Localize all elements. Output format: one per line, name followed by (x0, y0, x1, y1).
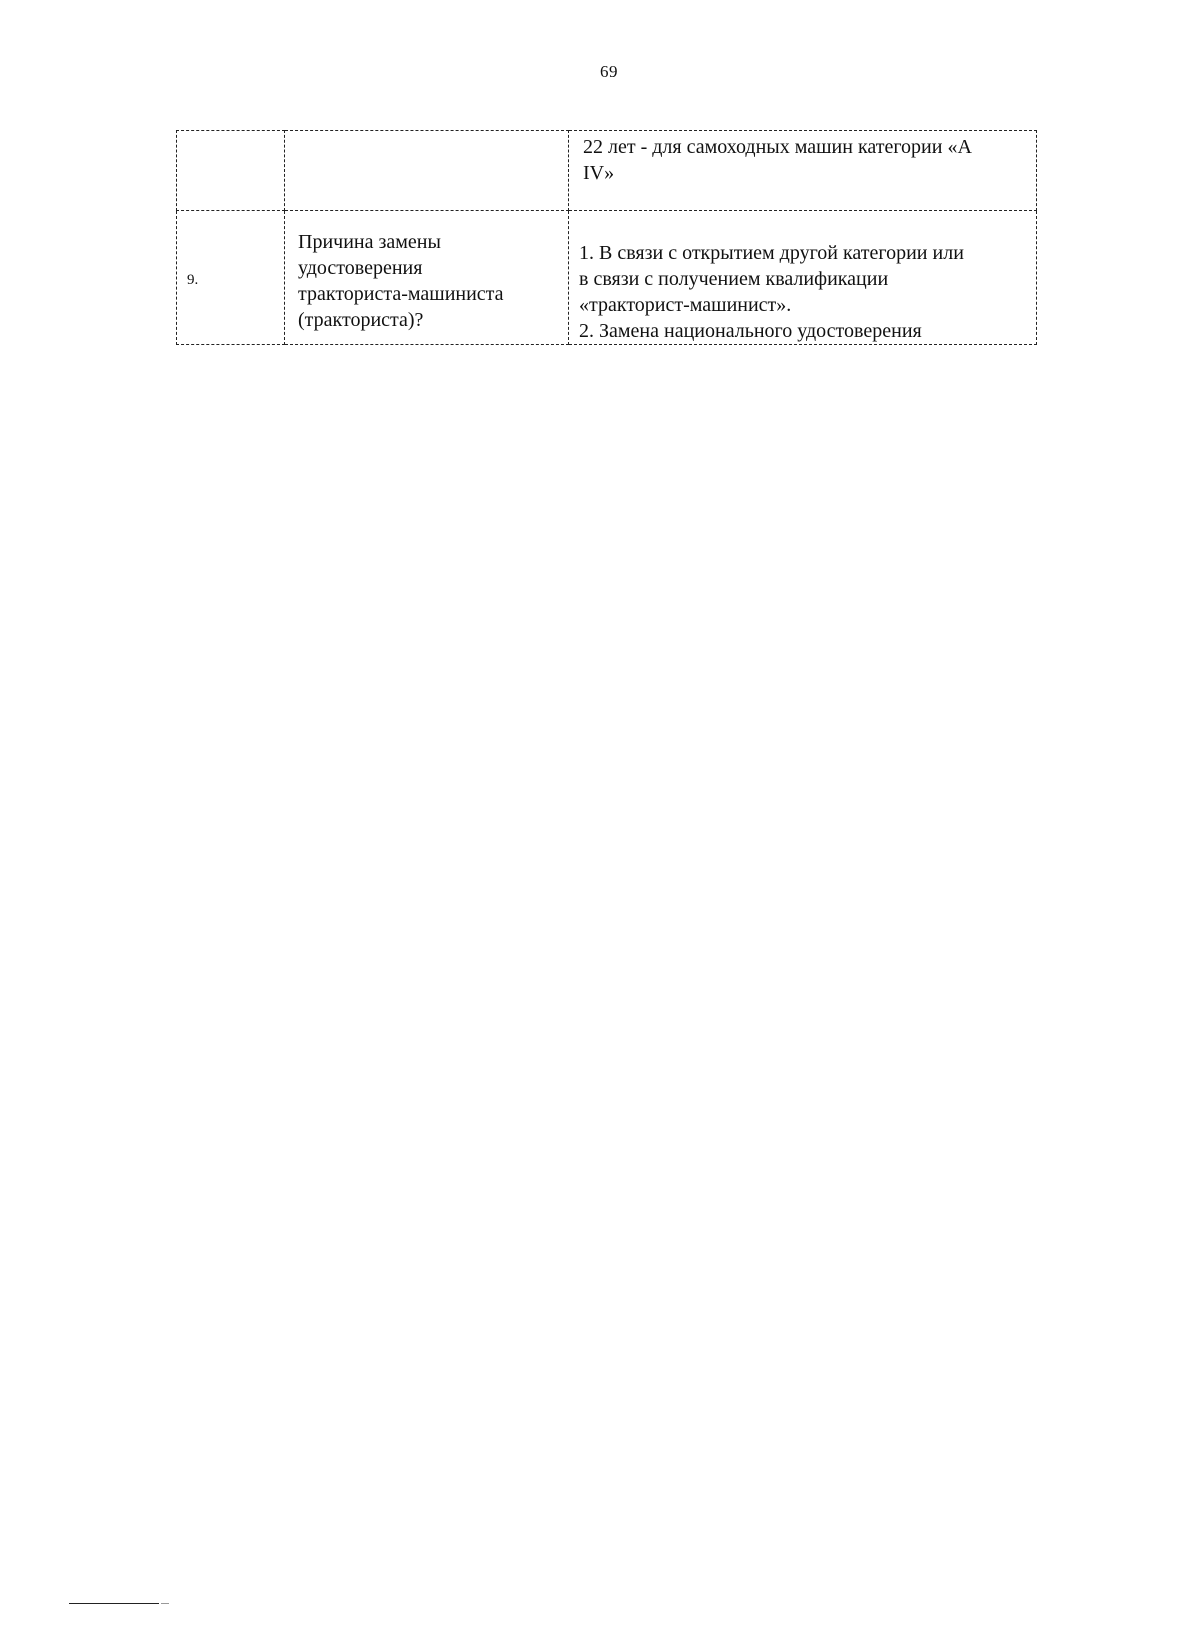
table-row (177, 131, 1037, 211)
question-line: тракториста-машиниста (298, 283, 504, 305)
table-cell-number (177, 211, 285, 345)
footnote-separator (69, 1603, 159, 1604)
answer-line: IV» (583, 162, 615, 184)
question-text (285, 211, 568, 333)
table-row (177, 211, 1037, 345)
question-line: Причина замены (298, 231, 441, 253)
answer-line: «тракторист-машинист». (579, 294, 792, 316)
table-cell-question (285, 211, 569, 345)
table-cell-question (285, 131, 569, 211)
table-cell-answer (569, 131, 1037, 211)
answer-line: в связи с получением квалификации (579, 268, 889, 290)
answer-line: 1. В связи с открытием другой категории или (579, 242, 964, 264)
answer-line: 2. Замена национального удостоверения (579, 320, 922, 342)
question-line: (тракториста)? (298, 309, 424, 331)
row-number: 9. (187, 272, 199, 288)
table-cell-number (177, 131, 285, 211)
document-table (176, 130, 1037, 345)
answer-line: 22 лет - для самоходных машин категории «А (583, 136, 972, 158)
question-line: удостоверения (298, 257, 423, 279)
answer-text (569, 211, 1036, 344)
table-cell-answer (569, 211, 1037, 345)
answer-text (569, 131, 1036, 186)
page-number: 69 (600, 62, 618, 81)
